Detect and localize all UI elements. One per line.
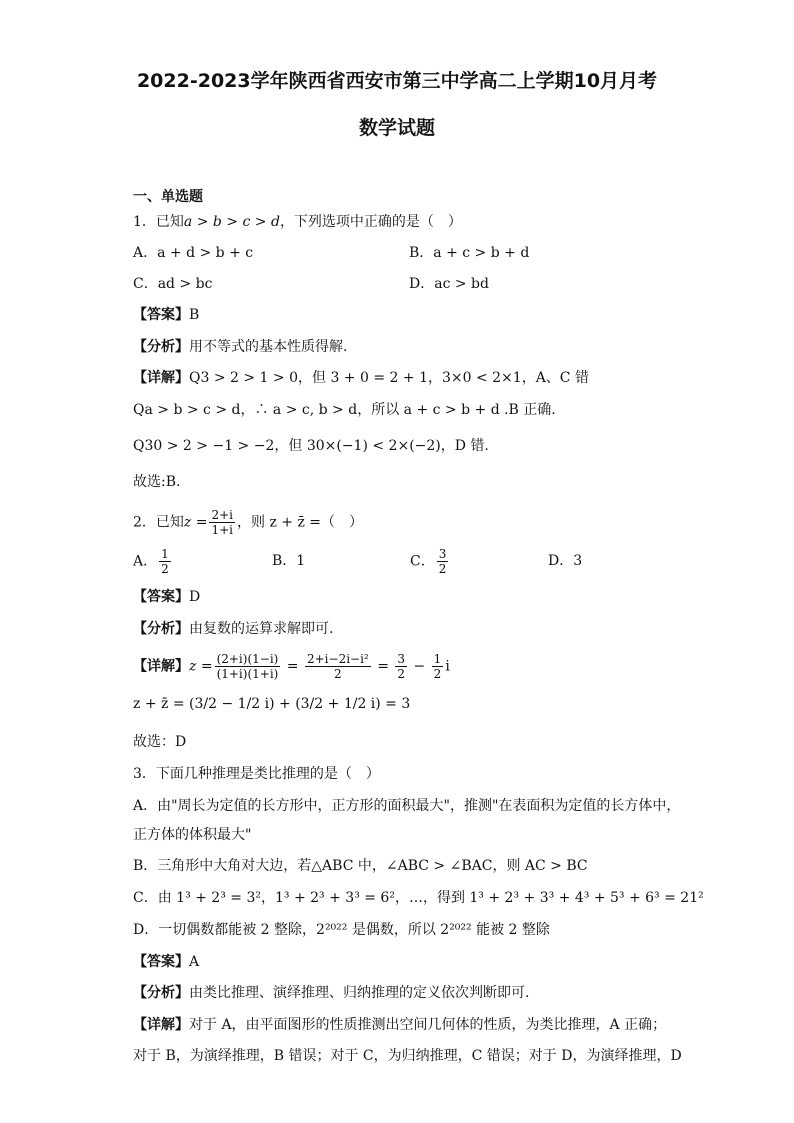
q2-detail-frac1 xyxy=(215,652,281,681)
q2-option-b: B．1 xyxy=(272,553,306,569)
section-heading-single-choice: 一、单选题 xyxy=(133,189,203,205)
q2-fraction-num: 2+i xyxy=(211,508,234,522)
q2-answer-value: D xyxy=(189,589,201,605)
q3-stem: 3．下面几种推理是类比推理的是（ ） xyxy=(133,766,380,782)
q2-detail-frac1-den: (1+i)(1+i) xyxy=(216,667,279,681)
q2-option-a-num: 1 xyxy=(161,547,169,561)
q1-option-a: A．a + d > b + c xyxy=(133,245,254,261)
q2-option-a-frac xyxy=(159,547,171,576)
q1-option-c: C．ad > bc xyxy=(133,276,213,292)
analysis-label: 【分析】 xyxy=(133,985,189,1001)
q3-detail-line1 xyxy=(133,1015,666,1035)
q3-detail-line2: 对于 B，为演绎推理，B 错误；对于 C，为归纳推理，C 错误；对于 D，为演绎推理，D xyxy=(133,1048,682,1064)
q1-option-b: B．a + c > b + d xyxy=(409,245,530,261)
q3-answer-value: A xyxy=(189,954,200,970)
q2-option-d: D．3 xyxy=(548,553,583,569)
q1-stem-post: ，下列选项中正确的是（ ） xyxy=(279,214,462,230)
q2-detail-frac4-den: 2 xyxy=(433,667,442,681)
q2-detail-frac3-num: 3 xyxy=(397,652,406,666)
q1-detail-line2: Qa > b > c > d，∴ a > c, b > d，所以 a + c > b + d .B 正确. xyxy=(133,402,556,418)
q2-answer xyxy=(133,587,200,607)
q3-option-d: D．一切偶数都能被 2 整除，2²⁰²² 是偶数，所以 2²⁰²² 能被 2 整除 xyxy=(133,922,550,938)
q1-analysis xyxy=(133,337,347,357)
q2-option-c-num: 3 xyxy=(438,547,447,561)
q2-detail-frac4 xyxy=(432,652,444,681)
q1-detail-line1 xyxy=(133,368,589,388)
q3-answer xyxy=(133,952,199,972)
q2-stem-post: ，则 z + z̄ =（ ） xyxy=(237,514,364,531)
q3-analysis-text: 由类比推理、演绎推理、归纳推理的定义依次判断即可. xyxy=(189,985,530,1001)
q3-option-b: B．三角形中大角对大边，若△ABC 中，∠ABC > ∠BAC，则 AC > BC xyxy=(133,858,588,874)
q2-option-c xyxy=(410,547,450,576)
q2-detail-z: z = xyxy=(189,658,213,675)
detail-label: 【详解】 xyxy=(133,1017,189,1033)
q2-option-a-den: 2 xyxy=(161,562,169,576)
q1-answer-value: B xyxy=(189,307,200,323)
q3-option-c: C．由 1³ + 2³ = 3²，1³ + 2³ + 3³ = 6²，…，得到 1³ + 2³ + 3³ + 4³ + 5³ + 6³ = 21² xyxy=(133,890,704,906)
q3-detail-text1: 对于 A，由平面图形的性质推测出空间几何体的性质，为类比推理，A 正确； xyxy=(189,1017,667,1033)
exam-title-line1: 2022-2023学年陕西省西安市第三中学高二上学期10月月考 xyxy=(136,70,658,92)
q1-analysis-text: 用不等式的基本性质得解. xyxy=(189,339,348,355)
q2-detail-frac2-den: 2 xyxy=(334,667,342,681)
q2-option-c-label: C． xyxy=(410,553,435,570)
q3-option-a-line2: 正方体的体积最大" xyxy=(133,827,252,843)
q3-option-a-line1: A．由"周长为定值的长方形中，正方形的面积最大"，推测"在表面积为定值的长方体中， xyxy=(133,798,681,814)
q2-z-eq: z = xyxy=(183,514,208,531)
q2-analysis-text: 由复数的运算求解即可. xyxy=(189,621,334,637)
q2-conclusion: 故选：D xyxy=(133,734,187,750)
answer-label: 【答案】 xyxy=(133,954,189,970)
q1-detail-text1: Q3 > 2 > 1 > 0，但 3 + 0 = 2 + 1，3×0 < 2×1，A、C 错 xyxy=(189,370,589,386)
answer-label: 【答案】 xyxy=(133,307,189,323)
q2-detail-line1: 【详解】z = $\frac{(2+i)(1-i)}{(1+i)(1+i)}$ = $\frac{\text{2+i−2i−i²}}{2}$ = $\frac{3}{2}$ − $\frac{1}{2}$ i xyxy=(133,652,450,681)
q2-detail-frac1-num: (2+i)(1−i) xyxy=(216,652,279,666)
detail-label: 【详解】 xyxy=(133,658,189,675)
q2-option-a xyxy=(133,547,173,576)
q2-sum-line: z + z̄ = (3/2 − 1/2 i) + (3/2 + 1/2 i) = 3 xyxy=(133,696,411,712)
answer-label: 【答案】 xyxy=(133,589,189,605)
q2-analysis xyxy=(133,619,333,639)
q2-option-c-frac xyxy=(437,547,449,576)
q3-analysis xyxy=(133,983,529,1003)
analysis-label: 【分析】 xyxy=(133,621,189,637)
q1-detail-line3: Q30 > 2 > −1 > −2，但 30×(−1) < 2×(−2)，D 错. xyxy=(133,438,489,454)
q2-detail-frac2-num: 2+i−2i−i² xyxy=(306,652,369,666)
q1-answer xyxy=(133,305,199,325)
exam-title-line2: 数学试题 xyxy=(358,117,435,139)
q2-stem-pre: 2．已知 xyxy=(133,514,184,531)
q2-detail-frac4-num: 1 xyxy=(433,652,442,666)
q2-option-a-label: A． xyxy=(133,553,158,570)
q1-stem-math: a > b > c > d xyxy=(183,214,280,230)
q2-detail-tail: i xyxy=(445,658,450,675)
analysis-label: 【分析】 xyxy=(133,339,189,355)
q1-conclusion: 故选:B. xyxy=(133,474,181,490)
q2-fraction xyxy=(209,508,235,537)
q2-detail-frac3 xyxy=(395,652,407,681)
q2-fraction-den: 1+i xyxy=(211,523,234,537)
q2-detail-frac2 xyxy=(305,652,371,681)
q1-option-d: D．ac > bd xyxy=(409,276,489,292)
q2-stem xyxy=(133,508,363,537)
q2-detail-frac3-den: 2 xyxy=(397,667,406,681)
detail-label: 【详解】 xyxy=(133,370,189,386)
q1-stem xyxy=(133,212,462,232)
q2-option-c-den: 2 xyxy=(438,562,447,576)
q1-stem-pre: 1．已知 xyxy=(133,214,184,230)
